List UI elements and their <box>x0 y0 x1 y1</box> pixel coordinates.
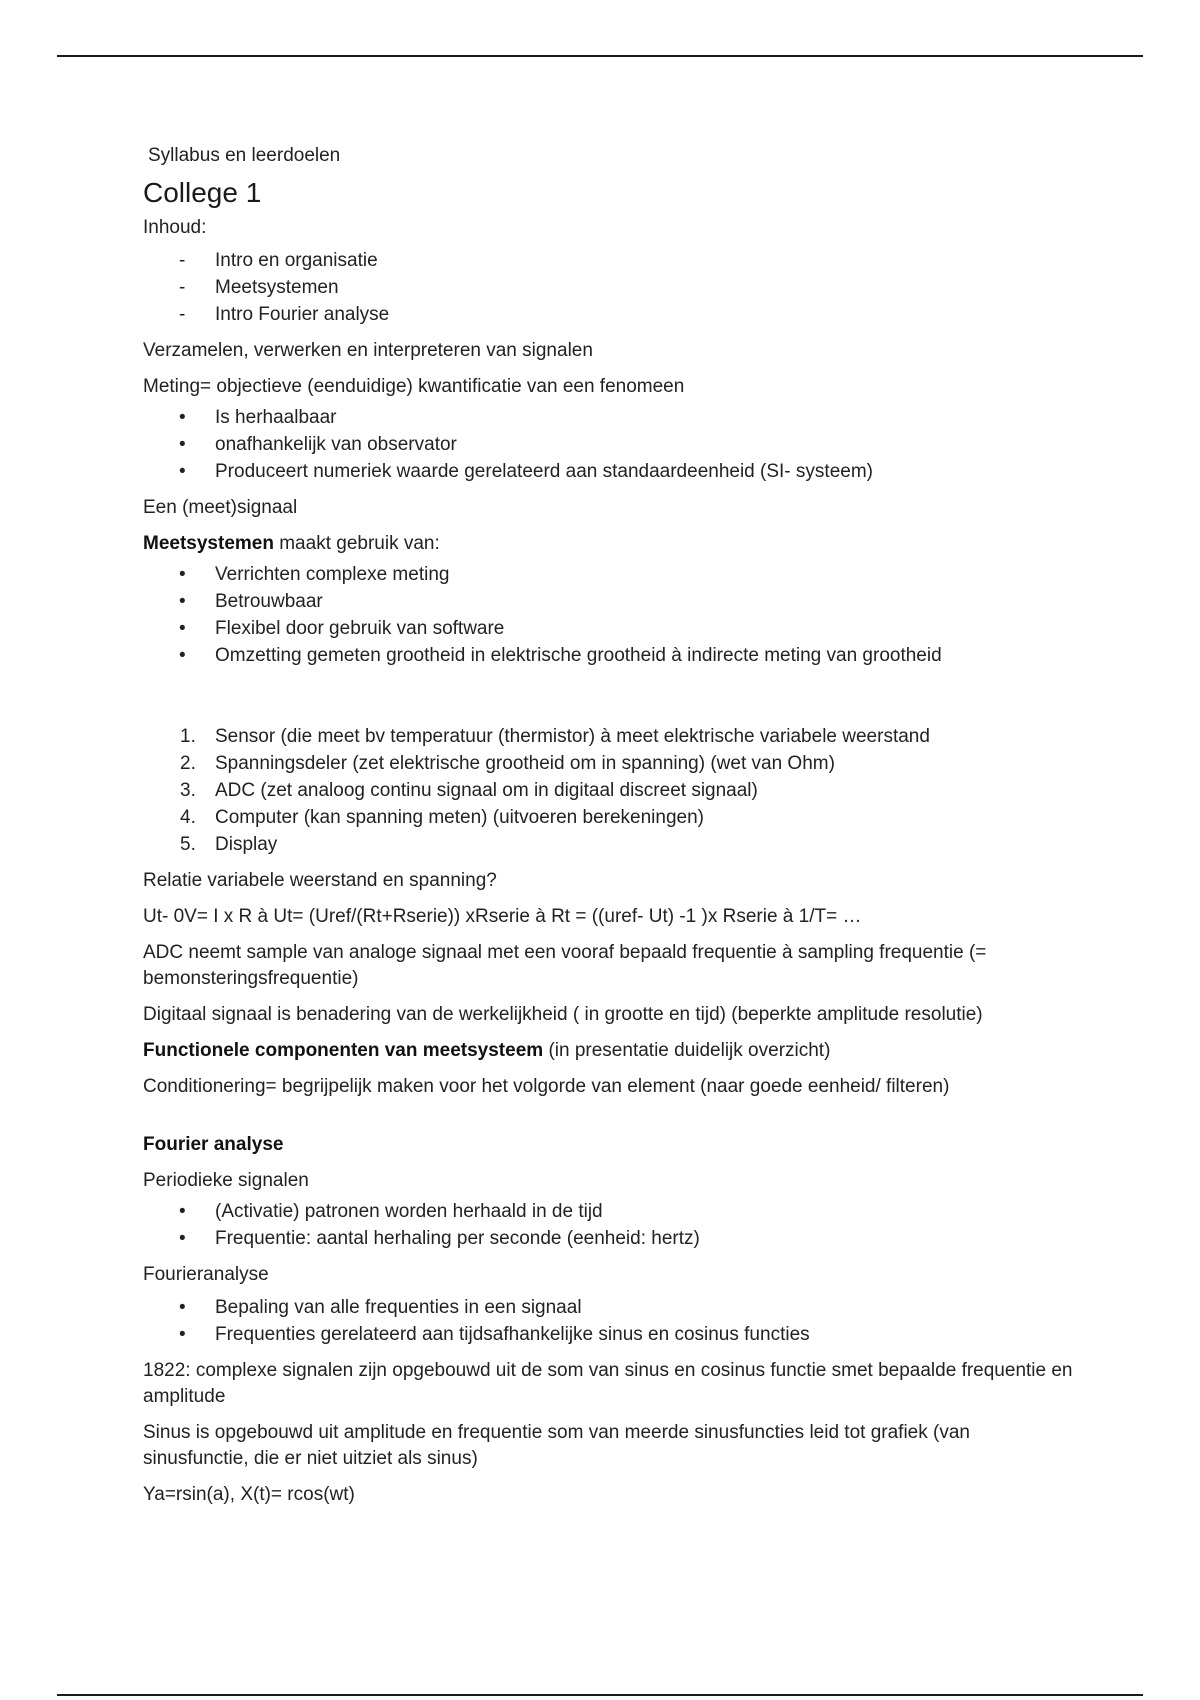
paragraph: Digitaal signaal is benadering van de werkelijkheid ( in grootte en tijd) (beperkte amplitude resolutie) <box>143 1004 983 1025</box>
list-item: - Meetsystemen <box>143 274 1073 301</box>
bold-term: Meetsystemen <box>143 533 274 554</box>
list-item: 4. Computer (kan spanning meten) (uitvoeren berekeningen) <box>143 804 1073 831</box>
bullet-marker: • <box>179 1324 186 1345</box>
syllabus-title: Syllabus en leerdoelen <box>148 145 341 166</box>
bottom-rule <box>57 1694 1143 1696</box>
list-item: • Is herhaalbaar <box>143 404 1073 431</box>
list-item: • Produceert numeriek waarde gerelateerd aan standaardeenheid (SI- systeem) <box>143 458 1073 485</box>
fourieranalyse-list <box>143 1294 1073 1348</box>
paragraph: Relatie variabele weerstand en spanning? <box>143 870 497 891</box>
bullet-marker: • <box>179 1297 186 1318</box>
spacer <box>143 1110 1073 1132</box>
dash-marker: - <box>179 277 186 298</box>
page-heading: College 1 <box>143 177 262 208</box>
bullet-marker: • <box>179 407 186 428</box>
meting-list <box>143 404 1073 485</box>
list-item: 2. Spanningsdeler (zet elektrische grootheid om in spanning) (wet van Ohm) <box>143 750 1073 777</box>
list-item: • Omzetting gemeten grootheid in elektrische grootheid à indirecte meting van grootheid <box>143 642 1073 669</box>
paragraph: Fourieranalyse <box>143 1264 269 1285</box>
number-marker: 1. <box>180 726 196 747</box>
bullet-marker: • <box>179 618 186 639</box>
paragraph: Conditionering= begrijpelijk maken voor het volgorde van element (naar goede eenheid/ filteren) <box>143 1076 950 1097</box>
inhoud-list <box>143 247 1073 328</box>
paragraph: Verzamelen, verwerken en interpreteren van signalen <box>143 340 593 361</box>
list-item: 1. Sensor (die meet bv temperatuur (thermistor) à meet elektrische variabele weerstand <box>143 723 1073 750</box>
paragraph: Functionele componenten van meetsysteem (in presentatie duidelijk overzicht) <box>143 1040 831 1061</box>
list-item: • (Activatie) patronen worden herhaald in de tijd <box>143 1198 1073 1225</box>
list-item: • Bepaling van alle frequenties in een signaal <box>143 1294 1073 1321</box>
list-item: • onafhankelijk van observator <box>143 431 1073 458</box>
bullet-marker: • <box>179 434 186 455</box>
list-item: 5. Display <box>143 831 1073 858</box>
periodieke-list <box>143 1198 1073 1252</box>
paragraph: Meetsystemen maakt gebruik van: <box>143 533 440 554</box>
paragraph: Sinus is opgebouwd uit amplitude en frequentie som van meerde sinusfuncties leid tot grafiek (van sinusfunctie, die er niet uitziet als sinus) <box>143 1422 970 1469</box>
inhoud-label: Inhoud: <box>143 217 207 238</box>
list-item: • Frequentie: aantal herhaling per seconde (eenheid: hertz) <box>143 1225 1073 1252</box>
dash-marker: - <box>179 250 186 271</box>
number-marker: 2. <box>180 753 196 774</box>
list-item: • Frequenties gerelateerd aan tijdsafhankelijke sinus en cosinus functies <box>143 1321 1073 1348</box>
paragraph: Een (meet)signaal <box>143 497 298 518</box>
paragraph: Meting= objectieve (eenduidige) kwantificatie van een fenomeen <box>143 376 685 397</box>
bold-term: Functionele componenten van meetsysteem <box>143 1040 544 1061</box>
list-item: - Intro en organisatie <box>143 247 1073 274</box>
meetsystemen-list <box>143 561 1073 669</box>
bullet-marker: • <box>179 645 186 666</box>
section-heading: Fourier analyse <box>143 1134 284 1155</box>
number-marker: 4. <box>180 807 196 828</box>
top-rule <box>57 55 1143 57</box>
list-item: - Intro Fourier analyse <box>143 301 1073 328</box>
formula-line: Ya=rsin(a), X(t)= rcos(wt) <box>143 1484 355 1505</box>
bullet-marker: • <box>179 1228 186 1249</box>
formula-line: Ut- 0V= I x R à Ut= (Uref/(Rt+Rserie)) xRserie à Rt = ((uref- Ut) -1 )x Rserie à 1/T= … <box>143 906 862 927</box>
numbered-list <box>143 723 1073 858</box>
paragraph: ADC neemt sample van analoge signaal met een vooraf bepaald frequentie à sampling frequentie (= bemonsteringsfrequentie) <box>143 942 987 989</box>
number-marker: 3. <box>180 780 196 801</box>
bullet-marker: • <box>179 1201 186 1222</box>
spacer <box>143 679 1073 723</box>
paragraph: Periodieke signalen <box>143 1170 309 1191</box>
document-body <box>143 143 1073 1518</box>
paragraph: 1822: complexe signalen zijn opgebouwd uit de som van sinus en cosinus functie smet bepaalde frequentie en amplitude <box>143 1360 1073 1407</box>
number-marker: 5. <box>180 834 196 855</box>
bullet-marker: • <box>179 461 186 482</box>
bullet-marker: • <box>179 564 186 585</box>
list-item: 3. ADC (zet analoog continu signaal om in digitaal discreet signaal) <box>143 777 1073 804</box>
list-item: • Verrichten complexe meting <box>143 561 1073 588</box>
dash-marker: - <box>179 304 186 325</box>
list-item: • Flexibel door gebruik van software <box>143 615 1073 642</box>
bullet-marker: • <box>179 591 186 612</box>
list-item: • Betrouwbaar <box>143 588 1073 615</box>
